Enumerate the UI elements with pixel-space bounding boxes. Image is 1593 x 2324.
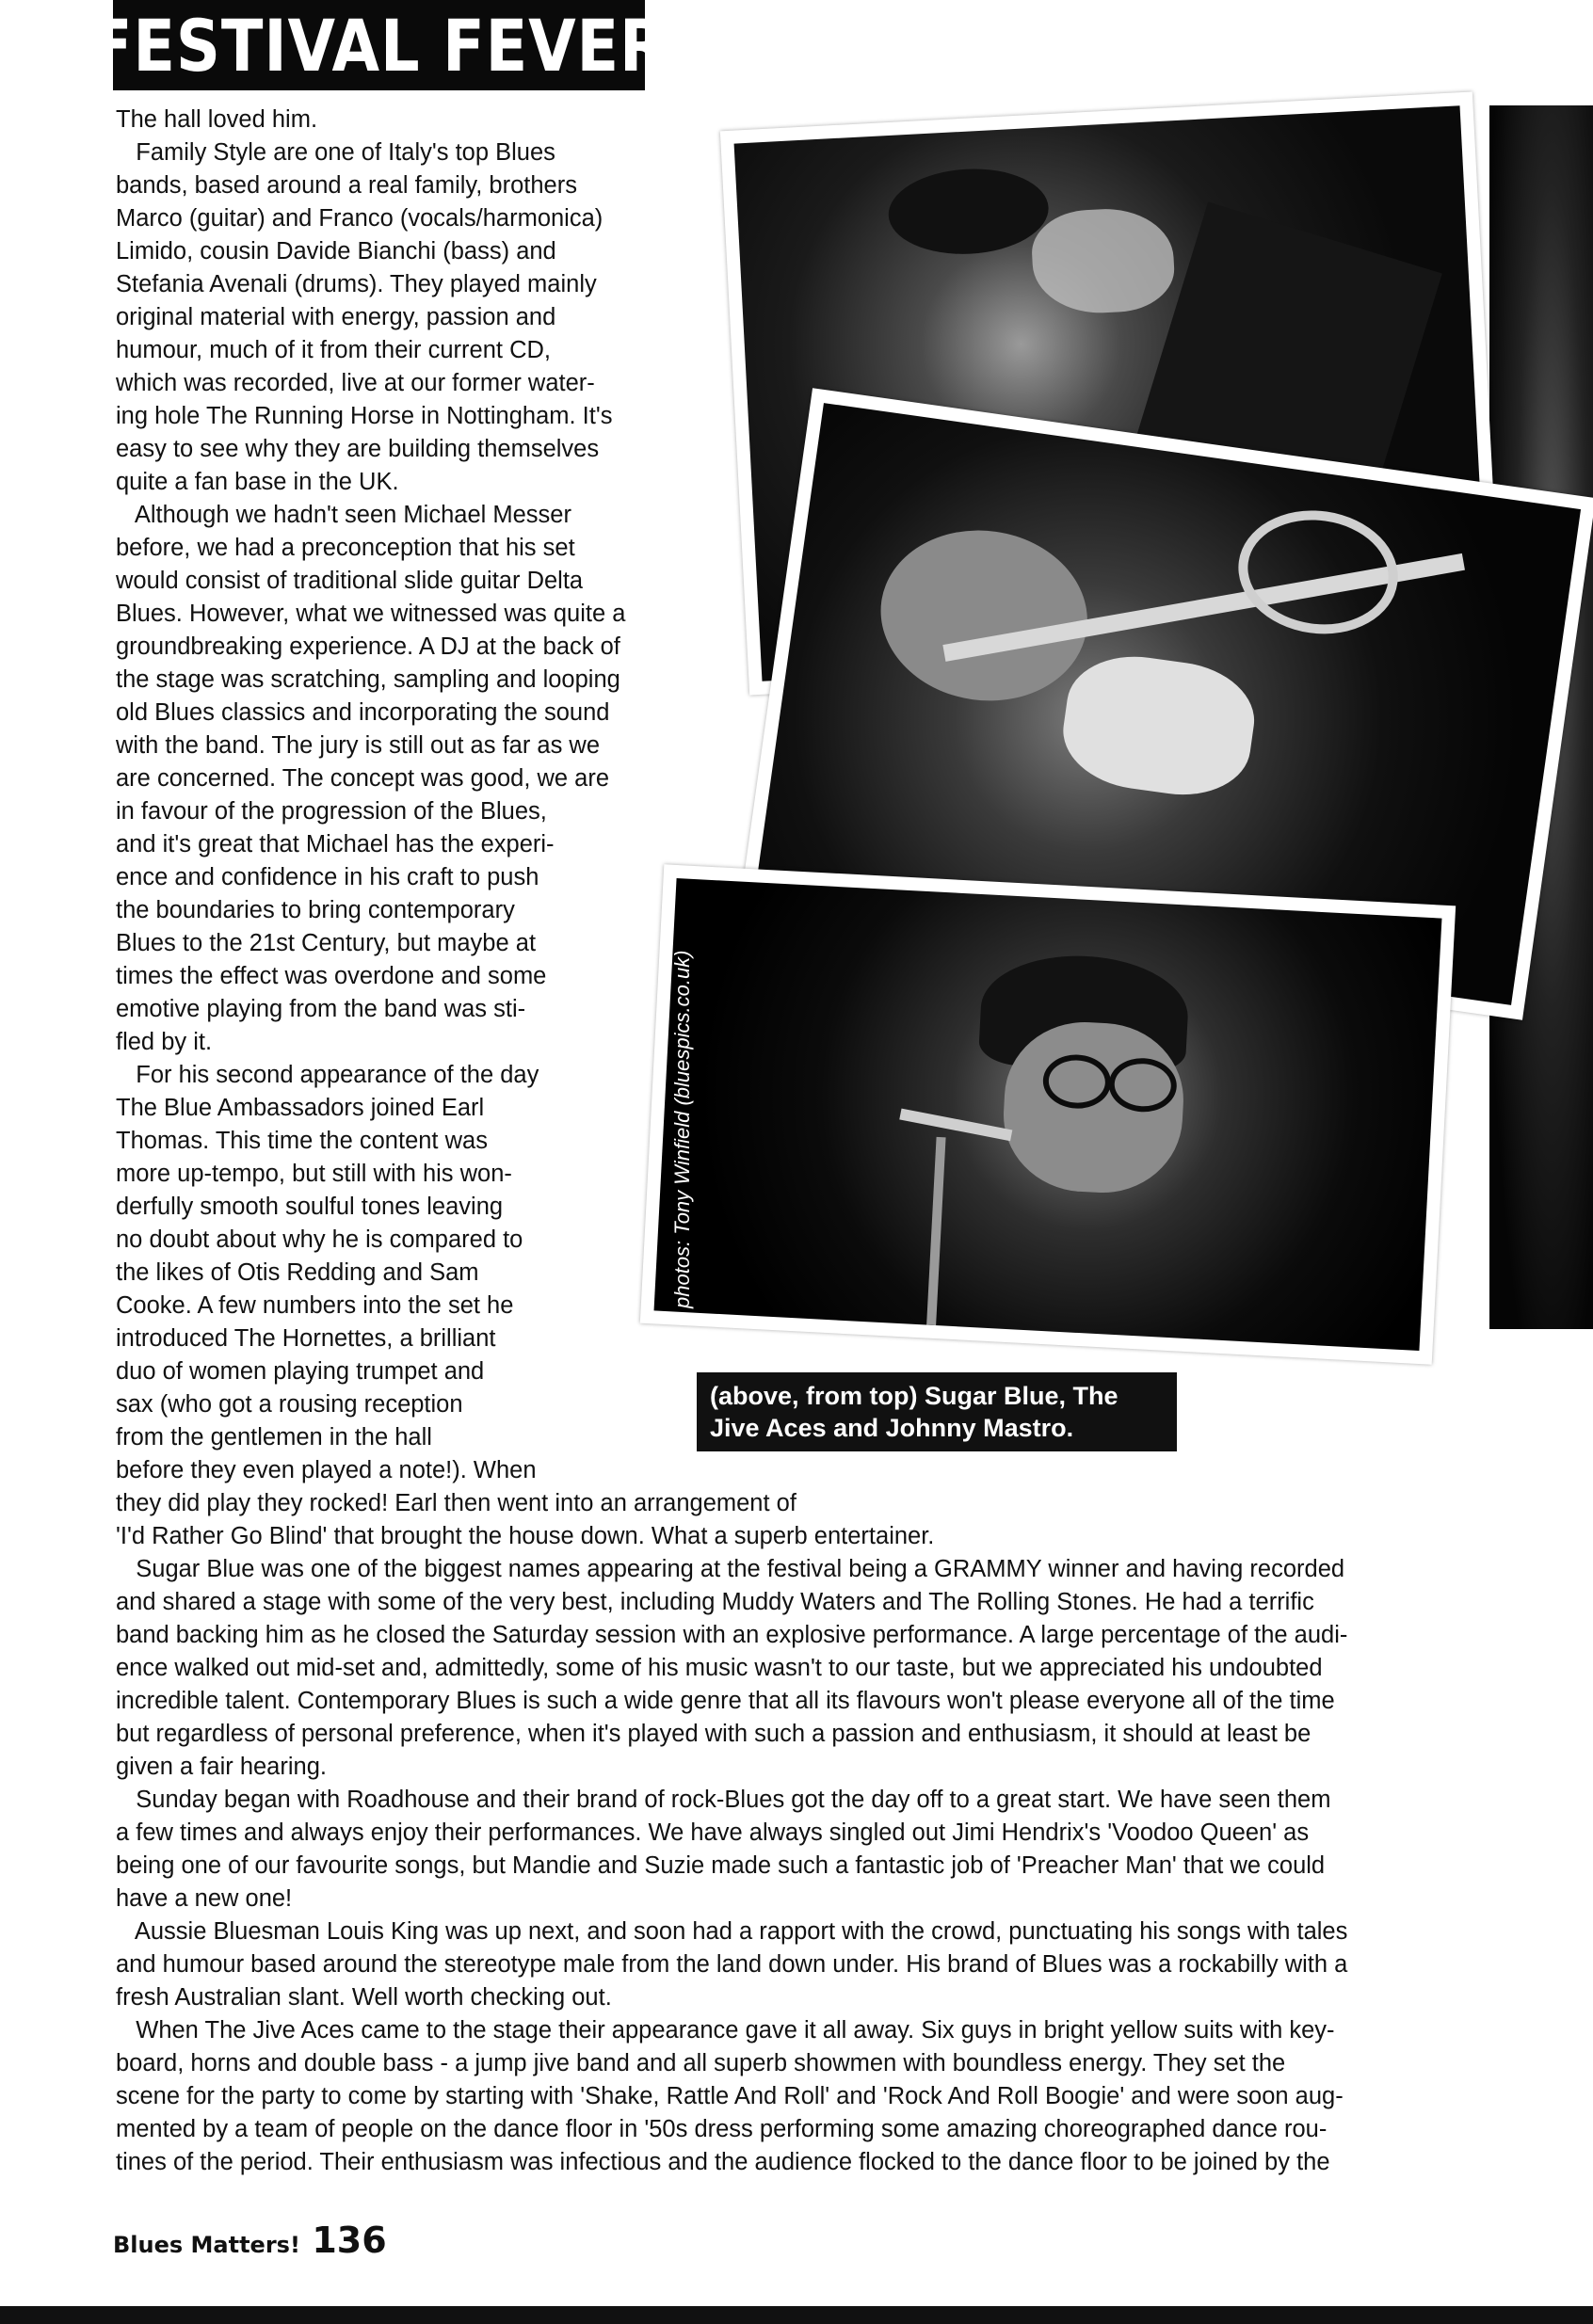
paragraph-4: For his second appearance of the day The Blue Ambassadors joined Earl Thomas. This time the content was more up-tempo, but still with his won- derfully smooth soulful tones leaving no doubt about why he is compared to the likes of Otis Redding and Sam Cooke. A few numbers into the set he introduced The Hornettes, a brilliant duo of women playing trumpet and sax (who got a rousing reception from the gentlemen in the hall before they even played a note!). When they did play they rocked! Earl then went into an arrangement of 'I'd Rather Go Blind' that brought the house down. What a superb entertainer. xyxy=(116,1062,935,1549)
paragraph-3: Although we hadn't seen Michael Messer before, we had a preconception that his set would consist of traditional slide guitar Delta Blues. However, what we witnessed was quite a groundbreaking experience. A DJ at the back of the stage was scratching, sampling and looping old Blues classics and incorporating the sound with the band. The jury is still out as far as we are concerned. The concept was good, we are in favour of the progression of the Blues, and it's great that Michael has the experi- ence and confidence in his craft to push the boundaries to bring contemporary Blues to the 21st Century, but maybe at times the effect was overdone and some emotive playing from the band was sti- fled by it. xyxy=(116,502,626,1055)
section-title: FESTIVAL FEVER xyxy=(89,3,668,88)
photo-credit: photos: Tony Winfield (bluespics.co.uk) xyxy=(670,950,694,1308)
paragraph-7: Aussie Bluesman Louis King was up next, and soon had a rapport with the crowd, punctuating his songs with tales and humour based around the stereotype male from the land down under. His brand of Blues was a rockabilly with a fresh Australian slant. Well worth checking out. xyxy=(116,1918,1348,2011)
paragraph-8: When The Jive Aces came to the stage their appearance gave it all away. Six guys in bright yellow suits with key- board, horns and double bass - a jump jive band and all superb showmen with boundless energy. They set the scene for the party to come by starting with 'Shake, Rattle And Roll' and 'Rock And Roll Boogie' and were soon aug- mented by a team of people on the dance floor in '50s dress performing some amazing choreographed dance rou- tines of the period. Their enthusiasm was infectious and the audience flocked to the dance floor to be joined by the xyxy=(116,2017,1344,2175)
paragraph-2: Family Style are one of Italy's top Blues bands, based around a real family, brothers Marco (guitar) and Franco (vocals/harmonica) Limido, cousin Davide Bianchi (bass) and Stefania Avenali (drums). They played mainly original material with energy, passion and humour, much of it from their current CD, which was recorded, live at our former water- ing hole The Running Horse in Nottingham. It's easy to see why they are building themselves quite a fan base in the UK. xyxy=(116,139,613,495)
paragraph-5: Sugar Blue was one of the biggest names appearing at the festival being a GRAMMY winner and having recorded and shared a stage with some of the very best, including Muddy Waters and The Rolling Stones. He had a terrific band backing him as he closed the Saturday session with an explosive performance. A large percentage of the audi- ence walked out mid-set and, admittedly, some of his music wasn't to our taste, but we appreciated his undoubted incredible talent. Contemporary Blues is such a wide genre that all its flavours won't please everyone all of the time but regardless of personal preference, when it's played with such a passion and enthusiasm, it should at least be given a fair hearing. xyxy=(116,1556,1348,1780)
bottom-border xyxy=(0,2306,1593,2324)
page-number: 136 xyxy=(312,2220,387,2261)
page-footer xyxy=(113,2220,387,2261)
photo-caption: (above, from top) Sugar Blue, The Jive Aces and Johnny Mastro. xyxy=(697,1372,1177,1451)
paragraph-6: Sunday began with Roadhouse and their brand of rock-Blues got the day off to a great start. We have seen them a few times and always enjoy their performances. We have always singled out Jimi Hendrix's 'Voodoo Queen' as being one of our favourite songs, but Mandie and Suzie made such a fantastic job of 'Preacher Man' that we could have a new one! xyxy=(116,1787,1331,1912)
publication-name: Blues Matters! xyxy=(113,2232,300,2258)
section-header xyxy=(89,0,668,90)
paragraph-1: The hall loved him. xyxy=(116,106,318,133)
